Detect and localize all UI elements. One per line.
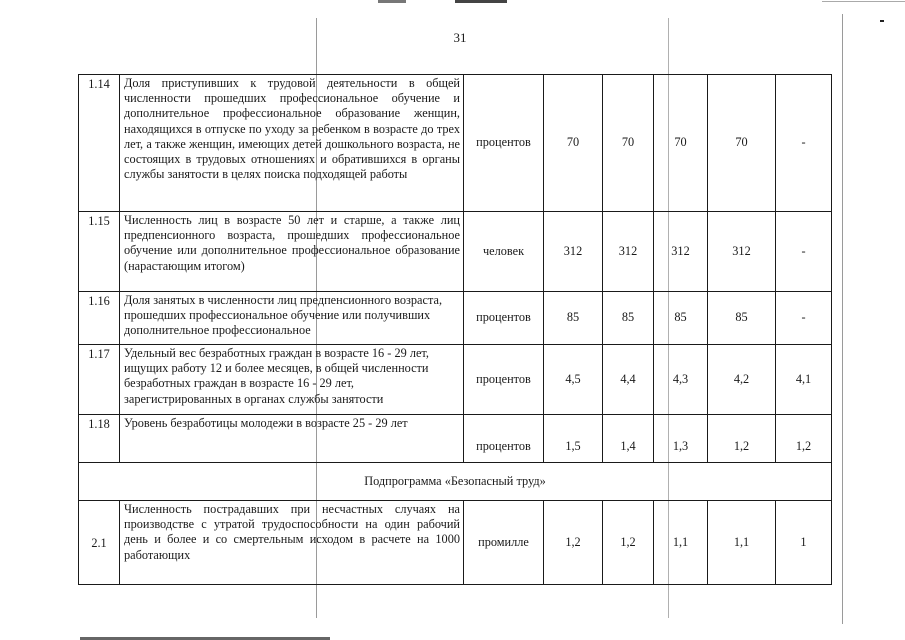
- row-value-4: 1,2: [708, 415, 776, 463]
- row-description: Численность пострадавших при несчастных случаях на производстве с утратой трудоспособности на один рабочий день и более и со смертельным исходом в расчете на 1000 работающих: [120, 501, 464, 585]
- row-description: Доля приступивших к трудовой деятельности в общей численности прошедших профессиональное обучение и дополнительное профессиональное образование женщин, находящихся в отпуске по уходу за ребенком в возрасте до трех лет, а также женщин, имеющих детей дошкольного возраста, не состоящих в трудовых отношениях и обратившихся в органы службы занятости в целях поиска подходящей работы: [120, 75, 464, 212]
- row-value-2: 85: [603, 292, 654, 345]
- row-value-1: 312: [544, 212, 603, 292]
- row-number: 1.18: [79, 415, 120, 463]
- row-value-3: 4,3: [654, 345, 708, 415]
- row-value-5: -: [776, 292, 832, 345]
- row-value-4: 85: [708, 292, 776, 345]
- row-description: Уровень безработицы молодежи в возрасте 25 - 29 лет: [120, 415, 464, 463]
- row-unit: процентов: [464, 415, 544, 463]
- row-value-2: 1,2: [603, 501, 654, 585]
- row-unit: процентов: [464, 292, 544, 345]
- row-value-5: 1,2: [776, 415, 832, 463]
- row-value-3: 312: [654, 212, 708, 292]
- row-value-2: 70: [603, 75, 654, 212]
- row-value-4: 4,2: [708, 345, 776, 415]
- row-value-3: 1,1: [654, 501, 708, 585]
- row-value-3: 1,3: [654, 415, 708, 463]
- page-number: 31: [453, 30, 467, 45]
- indicators-table: [78, 74, 832, 585]
- scan-artifact-top: [378, 0, 406, 3]
- subprogram-row: [79, 463, 832, 501]
- row-value-5: 1: [776, 501, 832, 585]
- table-row: [79, 212, 832, 292]
- table-row: [79, 292, 832, 345]
- scan-artifact-line: [842, 14, 843, 624]
- row-number: 1.15: [79, 212, 120, 292]
- row-value-1: 85: [544, 292, 603, 345]
- row-unit: процентов: [464, 75, 544, 212]
- row-description: Численность лиц в возрасте 50 лет и старше, а также лиц предпенсионного возраста, прошедших профессиональное обучение или дополнительное профессиональное образование (нарастающим итогом): [120, 212, 464, 292]
- row-description: Удельный вес безработных граждан в возрасте 16 - 29 лет, ищущих работу 12 и более месяцев, в общей численности безработных граждан в возрасте 16 - 29 лет, зарегистрированных в органах службы занятости: [120, 345, 464, 415]
- row-value-3: 70: [654, 75, 708, 212]
- row-number: 1.17: [79, 345, 120, 415]
- row-value-2: 4,4: [603, 345, 654, 415]
- row-description: Доля занятых в численности лиц предпенсионного возраста, прошедших профессиональное обучение или получивших дополнительное профессиональное: [120, 292, 464, 345]
- row-number: 2.1: [79, 501, 120, 585]
- scan-artifact-dot: [880, 20, 884, 22]
- subprogram-title: Подпрограмма «Безопасный труд»: [79, 463, 832, 501]
- row-value-4: 1,1: [708, 501, 776, 585]
- scan-artifact-top: [822, 1, 905, 2]
- row-number: 1.16: [79, 292, 120, 345]
- row-value-2: 312: [603, 212, 654, 292]
- table-row: [79, 501, 832, 585]
- row-value-4: 70: [708, 75, 776, 212]
- row-unit: промилле: [464, 501, 544, 585]
- row-value-5: -: [776, 75, 832, 212]
- row-unit: человек: [464, 212, 544, 292]
- table-row: [79, 415, 832, 463]
- row-value-1: 1,2: [544, 501, 603, 585]
- table-row: [79, 75, 832, 212]
- row-value-4: 312: [708, 212, 776, 292]
- row-unit: процентов: [464, 345, 544, 415]
- row-value-2: 1,4: [603, 415, 654, 463]
- row-number: 1.14: [79, 75, 120, 212]
- row-value-5: -: [776, 212, 832, 292]
- row-value-5: 4,1: [776, 345, 832, 415]
- scan-artifact-top: [455, 0, 507, 3]
- table-row: [79, 345, 832, 415]
- row-value-3: 85: [654, 292, 708, 345]
- row-value-1: 4,5: [544, 345, 603, 415]
- row-value-1: 70: [544, 75, 603, 212]
- row-value-1: 1,5: [544, 415, 603, 463]
